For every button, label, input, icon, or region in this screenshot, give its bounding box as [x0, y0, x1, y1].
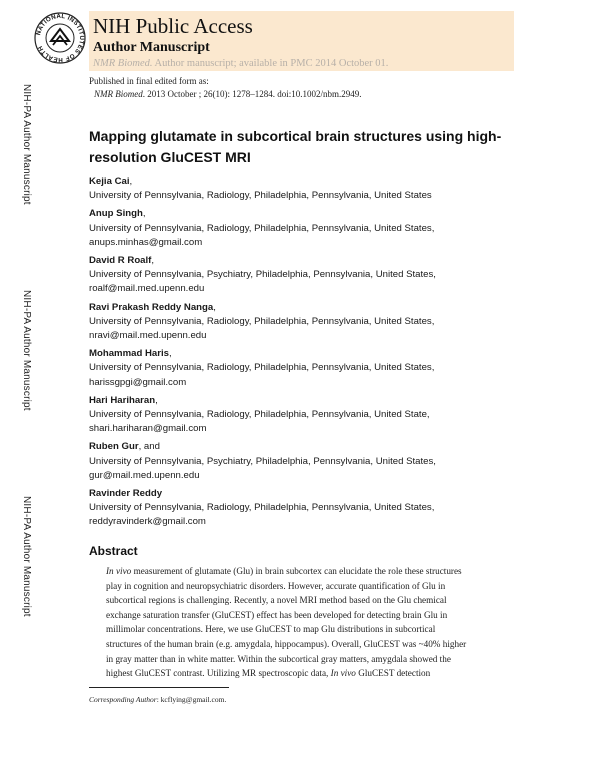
banner-subtitle: Author Manuscript	[93, 40, 210, 55]
author-name: Anup Singh	[89, 208, 143, 220]
author-email: reddyravinderk@gmail.com	[89, 516, 206, 528]
nih-logo	[33, 11, 87, 65]
side-label-top: NIH-PA Author Manuscript	[21, 84, 32, 205]
author-affiliation: University of Pennsylvania, Psychiatry, Philadelphia, Pennsylvania, United States,	[89, 455, 436, 467]
abstract-line: millimolar concentrations. Here, we use GluCEST to map Glu distributions in subcortical	[106, 624, 436, 635]
author-suffix: ,	[155, 394, 158, 406]
banner-title: NIH Public Access	[93, 14, 253, 38]
abstract-line: exchange saturation transfer (GluCEST) effect has been developed for detecting brain Glu in	[106, 609, 448, 620]
author-entry	[89, 301, 529, 344]
author-name: Ravinder Reddy	[89, 488, 163, 500]
title-line-2: resolution GluCEST MRI	[89, 149, 251, 165]
footnote-rule	[89, 687, 229, 688]
abstract-body	[106, 564, 526, 681]
author-suffix: ,	[213, 301, 216, 313]
abstract-italic-in-vivo: In vivo	[106, 566, 132, 576]
abstract-line: play in cognition and neuropsychiatric disorders. However, accurate quantification of Glu in	[106, 580, 446, 591]
author-entry	[89, 440, 529, 483]
side-label-bottom: NIH-PA Author Manuscript	[21, 496, 32, 617]
author-affiliation: University of Pennsylvania, Psychiatry, Philadelphia, Pennsylvania, United States,	[89, 269, 436, 281]
author-entry	[89, 207, 529, 250]
pubinfo-citation	[89, 88, 361, 101]
corresponding-author-note	[89, 695, 226, 704]
abstract-line	[106, 564, 526, 579]
author-name: Kejia Cai	[89, 176, 130, 187]
abstract-last-pre: highest GluCEST contrast. Utilizing MR spectroscopic data,	[106, 668, 331, 679]
abstract-last-post: GluCEST detection	[355, 668, 431, 679]
author-name: Ruben Gur	[89, 441, 139, 453]
side-label-middle: NIH-PA Author Manuscript	[21, 290, 32, 411]
author-entry	[89, 487, 529, 530]
author-affiliation: University of Pennsylvania, Radiology, Philadelphia, Pennsylvania, United States,	[89, 362, 435, 374]
logo-text: NATIONAL INSTITUTES OF HEALTH	[35, 12, 86, 64]
abstract-first-rest: measurement of glutamate (Glu) in brain subcortex can elucidate the role these structures	[131, 566, 462, 576]
abstract-line: in gray matter than in white matter. Within the subcortical gray matters, amygdala showed the	[106, 653, 451, 664]
author-email: harissgpgi@gmail.com	[89, 376, 187, 388]
author-email: nravi@mail.med.upenn.edu	[89, 330, 207, 342]
paper-title	[89, 126, 519, 168]
author-entry	[89, 347, 529, 390]
author-affiliation: University of Pennsylvania, Radiology, Philadelphia, Pennsylvania, United States,	[89, 315, 435, 327]
banner-meta-rest: Author manuscript; available in PMC 2014 October 01.	[154, 58, 389, 69]
banner-meta	[93, 58, 388, 70]
author-affiliation: University of Pennsylvania, Radiology, Philadelphia, Pennsylvania, United States	[89, 190, 432, 202]
banner-meta-journal: NMR Biomed.	[93, 58, 153, 69]
author-affiliation: University of Pennsylvania, Radiology, Philadelphia, Pennsylvania, United States,	[89, 222, 435, 234]
title-line-1: Mapping glutamate in subcortical brain structures using high-	[89, 128, 502, 144]
author-email: shari.hariharan@gmail.com	[89, 423, 207, 435]
abstract-line: structures of the human brain (e.g. amygdala, hippocampus). Overall, GluCEST was ~40% higher	[106, 638, 467, 649]
author-suffix: ,	[129, 176, 133, 187]
abstract-italic-in-vivo-2: In vivo	[330, 668, 356, 679]
pubinfo-citation-text: . 2013 October ; 26(10): 1278–1284. doi:10.1002/nbm.2949.	[142, 89, 362, 99]
author-name: Ravi Prakash Reddy Nanga	[89, 301, 214, 313]
pubinfo-journal: NMR Biomed	[94, 89, 143, 99]
author-name: David R Roalf	[89, 255, 152, 267]
author-email: gur@mail.med.upenn.edu	[89, 469, 200, 481]
author-entry	[89, 394, 529, 437]
footnote-label: Corresponding Author	[89, 695, 157, 704]
abstract-heading: Abstract	[89, 544, 138, 558]
author-email: anups.minhas@gmail.com	[89, 236, 203, 248]
author-suffix: ,	[151, 255, 155, 267]
author-email: roalf@mail.med.upenn.edu	[89, 283, 205, 295]
pubinfo-line1: Published in final edited form as:	[89, 76, 209, 86]
author-suffix: ,	[142, 208, 146, 220]
author-name: Hari Hariharan	[89, 394, 156, 406]
footnote-value: : kcflying@gmail.com.	[156, 695, 227, 704]
author-entry	[89, 175, 529, 203]
author-suffix: , and	[138, 441, 160, 453]
author-entry	[89, 254, 529, 297]
author-list	[89, 175, 529, 534]
publication-info	[89, 75, 361, 101]
author-name: Mohammad Haris	[89, 348, 169, 360]
author-affiliation: University of Pennsylvania, Radiology, Philadelphia, Pennsylvania, United State,	[89, 409, 430, 421]
abstract-line	[106, 666, 526, 681]
author-affiliation: University of Pennsylvania, Radiology, Philadelphia, Pennsylvania, United States,	[89, 502, 435, 514]
author-suffix: ,	[168, 348, 172, 360]
header-banner	[89, 11, 514, 71]
abstract-line: subcortical regions is challenging. Recently, a novel MRI method based on the Glu chemical	[106, 595, 447, 606]
